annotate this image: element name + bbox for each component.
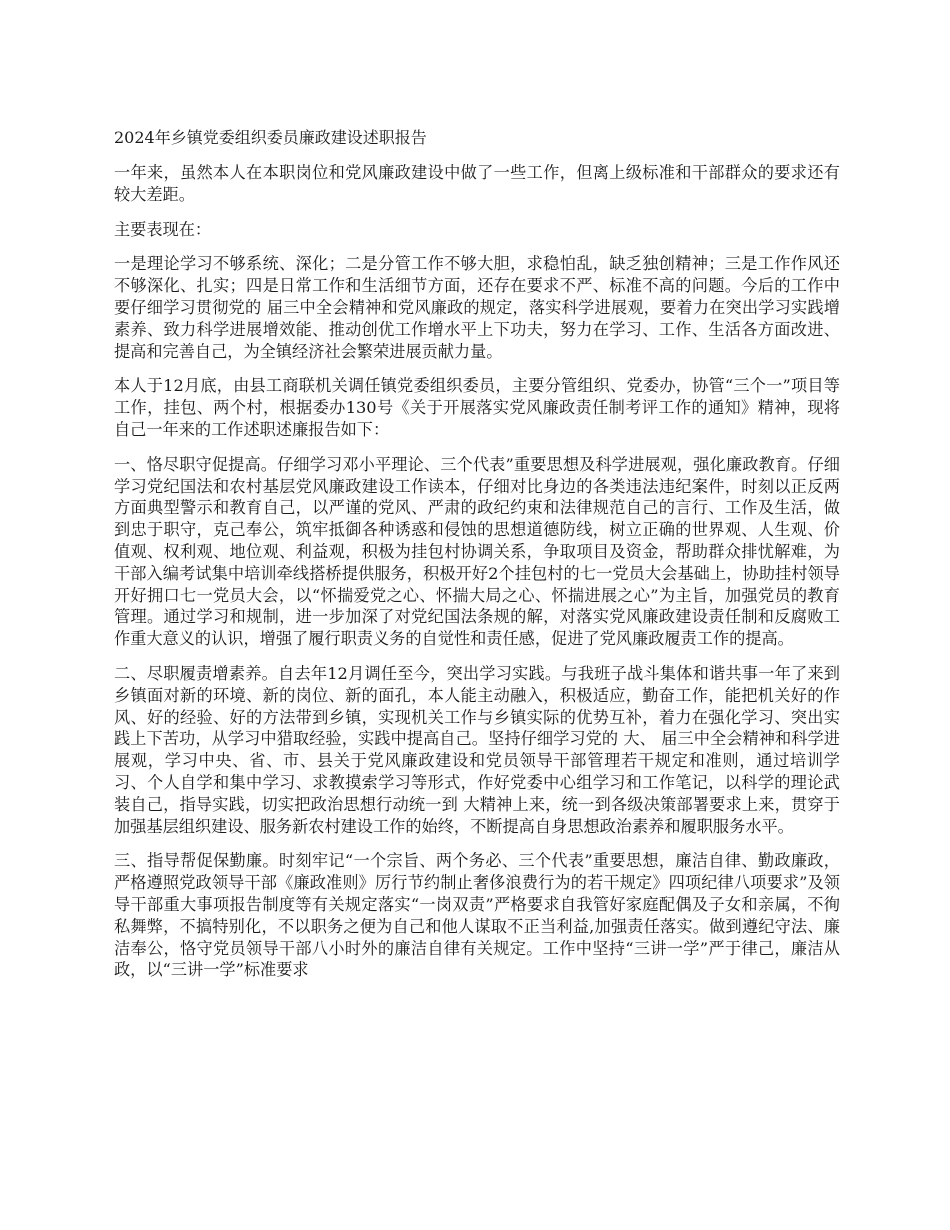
paragraph-section-one: 一、恪尽职守促提高。仔细学习邓小平理论、三个代表”重要思想及科学进展观，强化廉政教育。仔细学习党纪国法和农村基层党风廉政建设工作读本，仔细对比身边的各类违法违纪案件，时刻以正反两方面典型警示和教育自己，以严谨的党风、严肃的政纪约束和法律规范自己的言行、工作及生活，做到忠于职守，克己奉公，筑牢抵御各种诱惑和侵蚀的思想道德防线，树立正确的世界观、人生观、价值观、权利观、地位观、利益观，积极为挂包村协调关系，争取项目及资金，帮助群众排忧解难，为干部入编考试集中培训牵线搭桥提供服务，积极开好2个挂包村的七一党员大会基础上，协助挂村领导开好拥口七一党员大会，以“怀揣爱党之心、怀揣大局之心、怀揣进展之心”为主旨，加强党员的教育管理。通过学习和规制，进一步加深了对党纪国法条规的解，对落实党风廉政建设责任制和反腐败工作重大意义的认识，增强了履行职责义务的自觉性和责任感，促进了党风廉政履责工作的提高。 [114, 454, 840, 649]
paragraph-background: 本人于12月底，由县工商联机关调任镇党委组织委员，主要分管组织、党委办，协管“三个一”项目等工作，挂包、两个村，根据委办130号《关于开展落实党风廉政责任制考评工作的通知》精神，现将自己一年来的工作述职述廉报告如下： [114, 376, 840, 439]
paragraph-issues: 一是理论学习不够系统、深化；二是分管工作不够大胆，求稳怕乱，缺乏独创精神；三是工作作风还不够深化、扎实；四是日常工作和生活细节方面，还存在要求不严、标准不高的问题。今后的工作中要仔细学习贯彻党的 届三中全会精神和党风廉政的规定，落实科学进展观，要着力在突出学习实践增素养、致力科学进展增效能、推动创优工作增水平上下功夫，努力在学习、工作、生活各方面改进、提高和完善自己，为全镇经济社会繁荣进展贡献力量。 [114, 254, 840, 361]
paragraph-section-three: 三、指导帮促保勤廉。时刻牢记“一个宗旨、两个务必、三个代表”重要思想，廉洁自律、勤政廉政，严格遵照党政领导干部《廉政准则》厉行节约制止奢侈浪费行为的若干规定》四项纪律八项要求”及领导干部重大事项报告制度等有关规定落实“一岗双责”严格要求自我管好家庭配偶及子女和亲属，不徇私舞弊，不搞特别化，不以职务之便为自己和他人谋取不正当利益,加强责任落实。做到遵纪守法、廉洁奉公，恪守党员领导干部八小时外的廉洁自律有关规定。工作中坚持“三讲一学”严于律己，廉洁从政，以“三讲一学”标准要求 [114, 851, 840, 980]
paragraph-section-two: 二、尽职履责增素养。自去年12月调任至今，突出学习实践。与我班子战斗集体和谐共事一年了来到乡镇面对新的环境、新的岗位、新的面孔，本人能主动融入，积极适应，勤奋工作，能把机关好的作风、好的经验、好的方法带到乡镇，实现机关工作与乡镇实际的优势互补，着力在强化学习、突出实践上下苦功，从学习中猎取经验，实践中提高自己。坚持仔细学习党的 大、 届三中全会精神和科学进展观，学习中央、省、市、县关于党风廉政建设和党员领导干部管理若干规定和准则，通过培训学习、个人自学和集中学习、求教摸索学习等形式，作好党委中心组学习和工作笔记，以科学的理论武装自己，指导实践，切实把政治思想行动统一到 大精神上来，统一到各级决策部署要求上来，贯穿于加强基层组织建设、服务新农村建设工作的始终，不断提高自身思想政治素养和履职服务水平。 [114, 663, 840, 836]
document-title: 2024年乡镇党委组织委员廉政建设述职报告 [114, 128, 427, 147]
paragraph-main-issues-heading: 主要表现在： [114, 219, 212, 239]
document-page [114, 126, 840, 994]
paragraph-intro: 一年来，虽然本人在本职岗位和党风廉政建设中做了一些工作，但离上级标准和干部群众的要求还有较大差距。 [114, 163, 840, 204]
